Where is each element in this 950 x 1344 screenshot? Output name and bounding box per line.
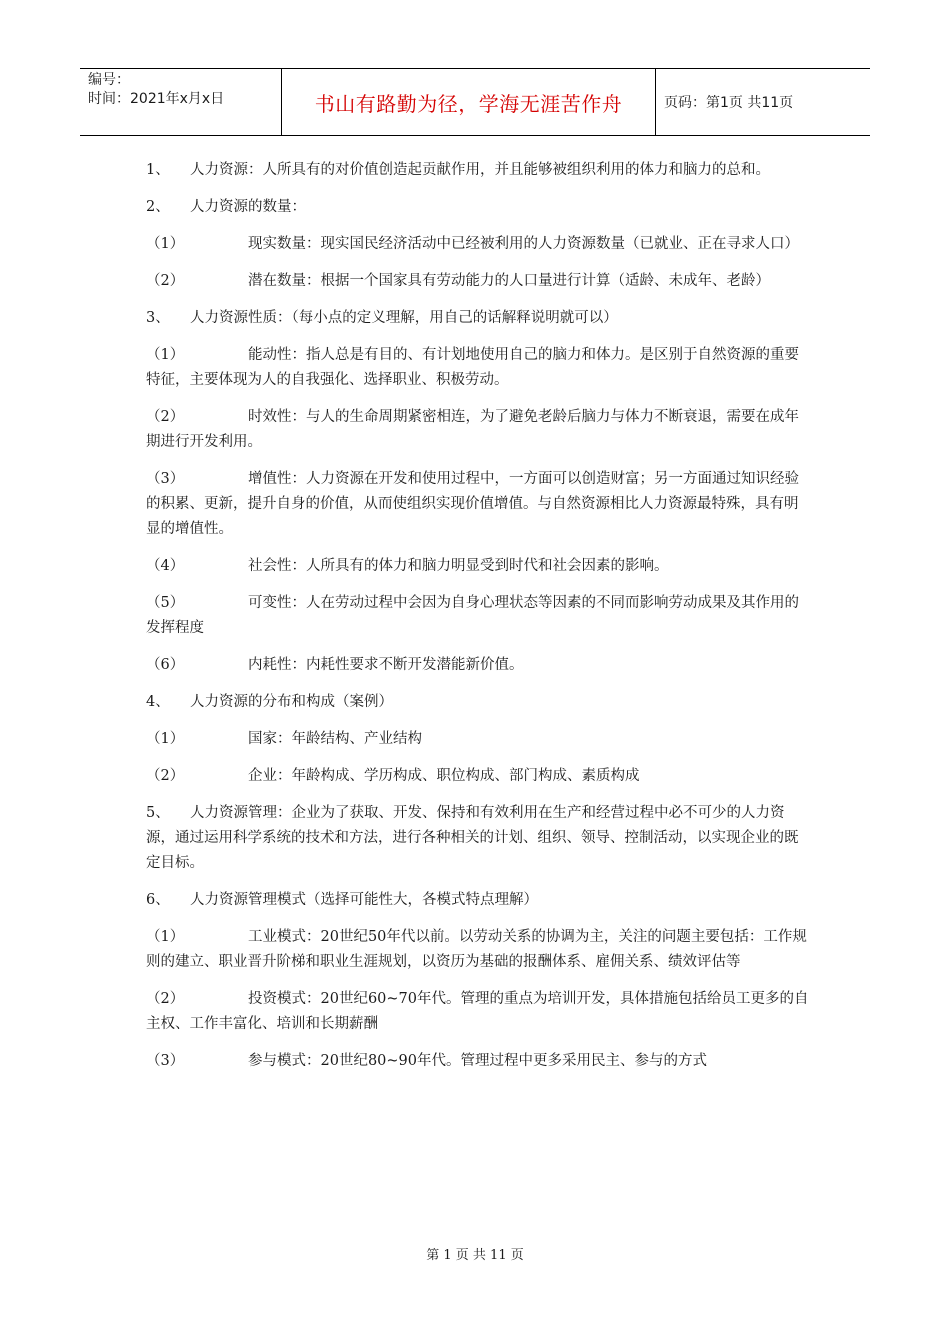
paragraph-marker: （2） [146, 991, 185, 1007]
paragraph [146, 405, 811, 455]
paragraph [146, 158, 811, 183]
paragraph-marker: 5、 [146, 805, 170, 821]
paragraph-marker: （3） [146, 471, 185, 487]
paragraph [146, 232, 811, 257]
paragraph-text: 人力资源性质：（每小点的定义理解，用自己的话解释说明就可以） [190, 310, 618, 326]
time-label: 时间：2021年x月x日 [88, 91, 225, 107]
paragraph-marker: （6） [146, 657, 185, 673]
paragraph [146, 653, 811, 678]
paragraph [146, 690, 811, 715]
paragraph-text: 社会性：人所具有的体力和脑力明显受到时代和社会因素的影响。 [248, 558, 669, 574]
paragraph-text: 增值性：人力资源在开发和使用过程中，一方面可以创造财富；另一方面通过知识经验的积累、更新，提升自身的价值，从而使组织实现价值增值。与自然资源相比人力资源最特殊，具有明显的增值性。 [146, 471, 799, 537]
paragraph [146, 727, 811, 752]
paragraph-marker: （1） [146, 347, 185, 363]
header-motto: 书山有路勤为径，学海无涯苦作舟 [282, 69, 656, 135]
document-body [146, 158, 811, 1086]
paragraph-marker: （3） [146, 1053, 185, 1069]
paragraph-text: 参与模式：20世纪80~90年代。管理过程中更多采用民主、参与的方式 [248, 1053, 707, 1069]
paragraph-marker: （1） [146, 236, 185, 252]
paragraph-marker: 6、 [146, 892, 170, 908]
paragraph-text: 内耗性：内耗性要求不断开发潜能新价值。 [248, 657, 524, 673]
paragraph-marker: （2） [146, 409, 185, 425]
paragraph-text: 能动性：指人总是有目的、有计划地使用自己的脑力和体力。是区别于自然资源的重要特征，主要体现为人的自我强化、选择职业、积极劳动。 [146, 347, 799, 388]
paragraph-marker: 3、 [146, 310, 170, 326]
paragraph-text: 时效性：与人的生命周期紧密相连，为了避免老龄后脑力与体力不断衰退，需要在成年期进行开发利用。 [146, 409, 799, 450]
paragraph [146, 269, 811, 294]
paragraph-text: 潜在数量：根据一个国家具有劳动能力的人口量进行计算（适龄、未成年、老龄） [248, 273, 770, 289]
paragraph-marker: （2） [146, 273, 185, 289]
paragraph-marker: 2、 [146, 199, 170, 215]
paragraph [146, 764, 811, 789]
paragraph-text: 可变性：人在劳动过程中会因为自身心理状态等因素的不同而影响劳动成果及其作用的发挥程度 [146, 595, 799, 636]
paragraph [146, 801, 811, 876]
paragraph-marker: （5） [146, 595, 185, 611]
header-page-info: 页码：第1页 共11页 [664, 95, 794, 111]
paragraph-marker: （1） [146, 929, 185, 945]
paragraph-marker: （1） [146, 731, 185, 747]
paragraph [146, 1049, 811, 1074]
paragraph-text: 人力资源管理模式（选择可能性大，各模式特点理解） [190, 892, 538, 908]
paragraph [146, 987, 811, 1037]
paragraph [146, 888, 811, 913]
paragraph-text: 投资模式：20世纪60~70年代。管理的重点为培训开发，具体措施包括给员工更多的自主权、工作丰富化、培训和长期薪酬 [146, 991, 809, 1032]
paragraph-marker: （4） [146, 558, 185, 574]
document-header [80, 68, 870, 136]
paragraph-marker: （2） [146, 768, 185, 784]
paragraph-text: 人力资源管理：企业为了获取、开发、保持和有效利用在生产和经营过程中必不可少的人力资源，通过运用科学系统的技术和方法，进行各种相关的计划、组织、领导、控制活动，以实现企业的既定目标。 [146, 805, 799, 871]
paragraph [146, 343, 811, 393]
paragraph-text: 国家：年龄结构、产业结构 [248, 731, 422, 747]
paragraph-text: 人力资源：人所具有的对价值创造起贡献作用，并且能够被组织利用的体力和脑力的总和。 [190, 162, 770, 178]
paragraph [146, 306, 811, 331]
paragraph-text: 人力资源的分布和构成（案例） [190, 694, 393, 710]
paragraph-marker: 1、 [146, 162, 170, 178]
paragraph-text: 人力资源的数量： [190, 199, 306, 215]
paragraph-text: 现实数量：现实国民经济活动中已经被利用的人力资源数量（已就业、正在寻求人口） [248, 236, 799, 252]
paragraph [146, 554, 811, 579]
paragraph [146, 467, 811, 542]
number-label: 编号： [88, 72, 130, 88]
paragraph-marker: 4、 [146, 694, 170, 710]
header-meta [80, 69, 282, 135]
paragraph [146, 195, 811, 220]
page-footer: 第 1 页 共 11 页 [426, 1248, 524, 1263]
paragraph [146, 591, 811, 641]
paragraph [146, 925, 811, 975]
paragraph-text: 企业：年龄构成、学历构成、职位构成、部门构成、素质构成 [248, 768, 640, 784]
paragraph-text: 工业模式：20世纪50年代以前。以劳动关系的协调为主，关注的问题主要包括：工作规则的建立、职业晋升阶梯和职业生涯规划，以资历为基础的报酬体系、雇佣关系、绩效评估等 [146, 929, 807, 970]
